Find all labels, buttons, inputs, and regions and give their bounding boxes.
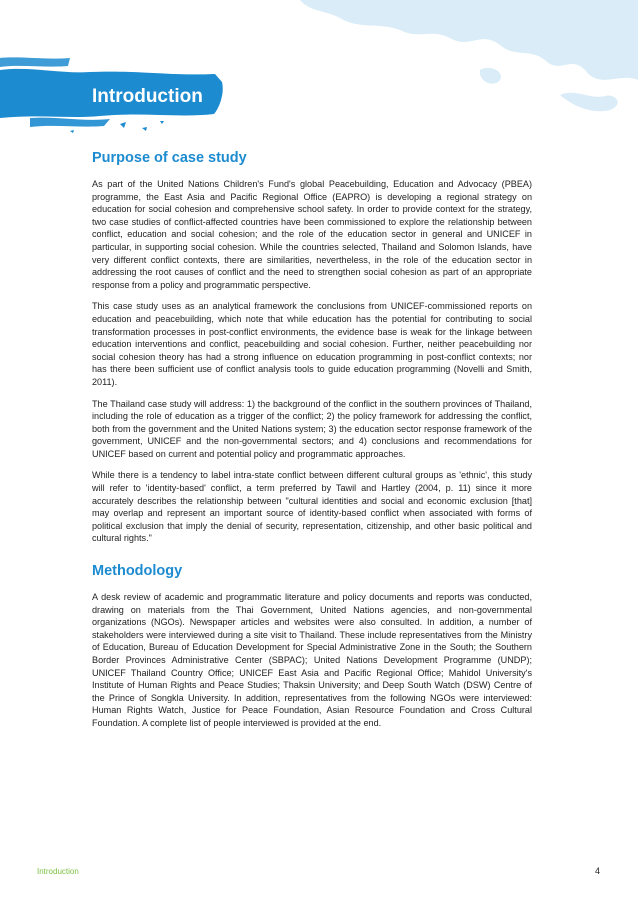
page-number: 4 xyxy=(594,866,600,876)
section-heading: Purpose of case study xyxy=(92,150,247,166)
paragraph: While there is a tendency to label intra-state conflict between different cultural groups as 'ethnic', this study will refer to 'identity-based' conflict, a term preferred by Tawil and Hartley (2004, p. 11) since it more accurately describes the relationship between "cultural identities and social and economic exclusion [that] may overlap and represent an important source of identity-based conflict when associated with forms of political exclusion that imply the denial of security, representation, citizenship, and other basic political and cultural rights." xyxy=(92,470,532,544)
paragraph: The Thailand case study will address: 1) the background of the conflict in the southern provinces of Thailand, including the role of education as a trigger of the conflict; 2) the policy framework for addressing the conflict, both from the government and the United Nations system; 3) the education sector response framework of the government, UNICEF and the non-governmental sectors; and 4) conclusions and recommendations for UNICEF based on current and potential policy and programmatic approaches. xyxy=(92,398,532,459)
section-heading: Methodology xyxy=(92,563,183,580)
header-banner xyxy=(0,0,638,140)
footer-section-label: Introduction xyxy=(37,867,79,876)
paragraph: As part of the United Nations Children's Fund's global Peacebuilding, Education and Advocacy (PBEA) programme, the East Asia and Pacific Regional Office (EAPRO) is developing a regional strategy on education for social cohesion and comprehensive school safety. In order to provide context for the strategy, two case studies of conflict-affected countries have been commissioned to explore the relationship between conflict, education and social cohesion; and the role of the education sector in general and UNICEF in particular, in supporting social cohesion. While the countries selected, Thailand and Solomon Islands, have very different conflict contexts, there are similarities, nevertheless, in the role of the education sector in addressing the root causes of conflict and the need to strengthen social cohesion as part of an appropriate response from a policy and programmatic perspective. xyxy=(92,179,532,290)
map-island xyxy=(480,68,501,84)
paragraph: This case study uses as an analytical framework the conclusions from UNICEF-commissioned reports on education and peacebuilding, which note that while education has the potential for contributing to social transformation processes in post-conflict environments, the evidence base is weak for the linkage between education interventions and conflict, peacebuilding and social cohesion. Further, neither peacebuilding nor social cohesion theory has had a strong influence on education programming in post-conflict contexts; nor has there been sufficient use of conflict analysis tools to guide education programming (Novelli and Smith, 2011). xyxy=(92,301,532,387)
chapter-title: Introduction xyxy=(92,86,203,107)
methodology-section xyxy=(92,563,532,730)
purpose-section xyxy=(92,150,532,545)
paragraph: A desk review of academic and programmatic literature and policy documents and reports was conducted, drawing on materials from the Thai Government, United Nations agencies, and non-governmental organizations (NGOs). Newspaper articles and websites were also consulted. In addition, a number of stakeholders were interviewed during a site visit to Thailand. These include representatives from the Ministry of Education, Bureau of Education Development for Special Administrative Zone in the South; the Southern Border Provinces Administrative Center (SBPAC); United Nations Development Programme (UNDP); UNICEF Thailand Country Office; UNICEF East Asia and Pacific Regional Office; Mahidol University's Institute of Human Rights and Peace Studies; Thaksin University; and Deep South Watch (DSW) Centre of the Prince of Songkla University. In addition, representatives from the following NGOs were interviewed: Human Rights Watch, Justice for Peace Foundation, Asian Resource Foundation and Cross Cultural Foundation. A complete list of people interviewed is provided at the end. xyxy=(92,592,532,728)
map-island xyxy=(560,93,618,111)
brush-stroke xyxy=(30,118,110,127)
map-silhouette xyxy=(300,0,638,80)
main-content xyxy=(92,150,532,739)
banner-graphic xyxy=(0,0,638,140)
brush-stroke xyxy=(0,57,70,67)
